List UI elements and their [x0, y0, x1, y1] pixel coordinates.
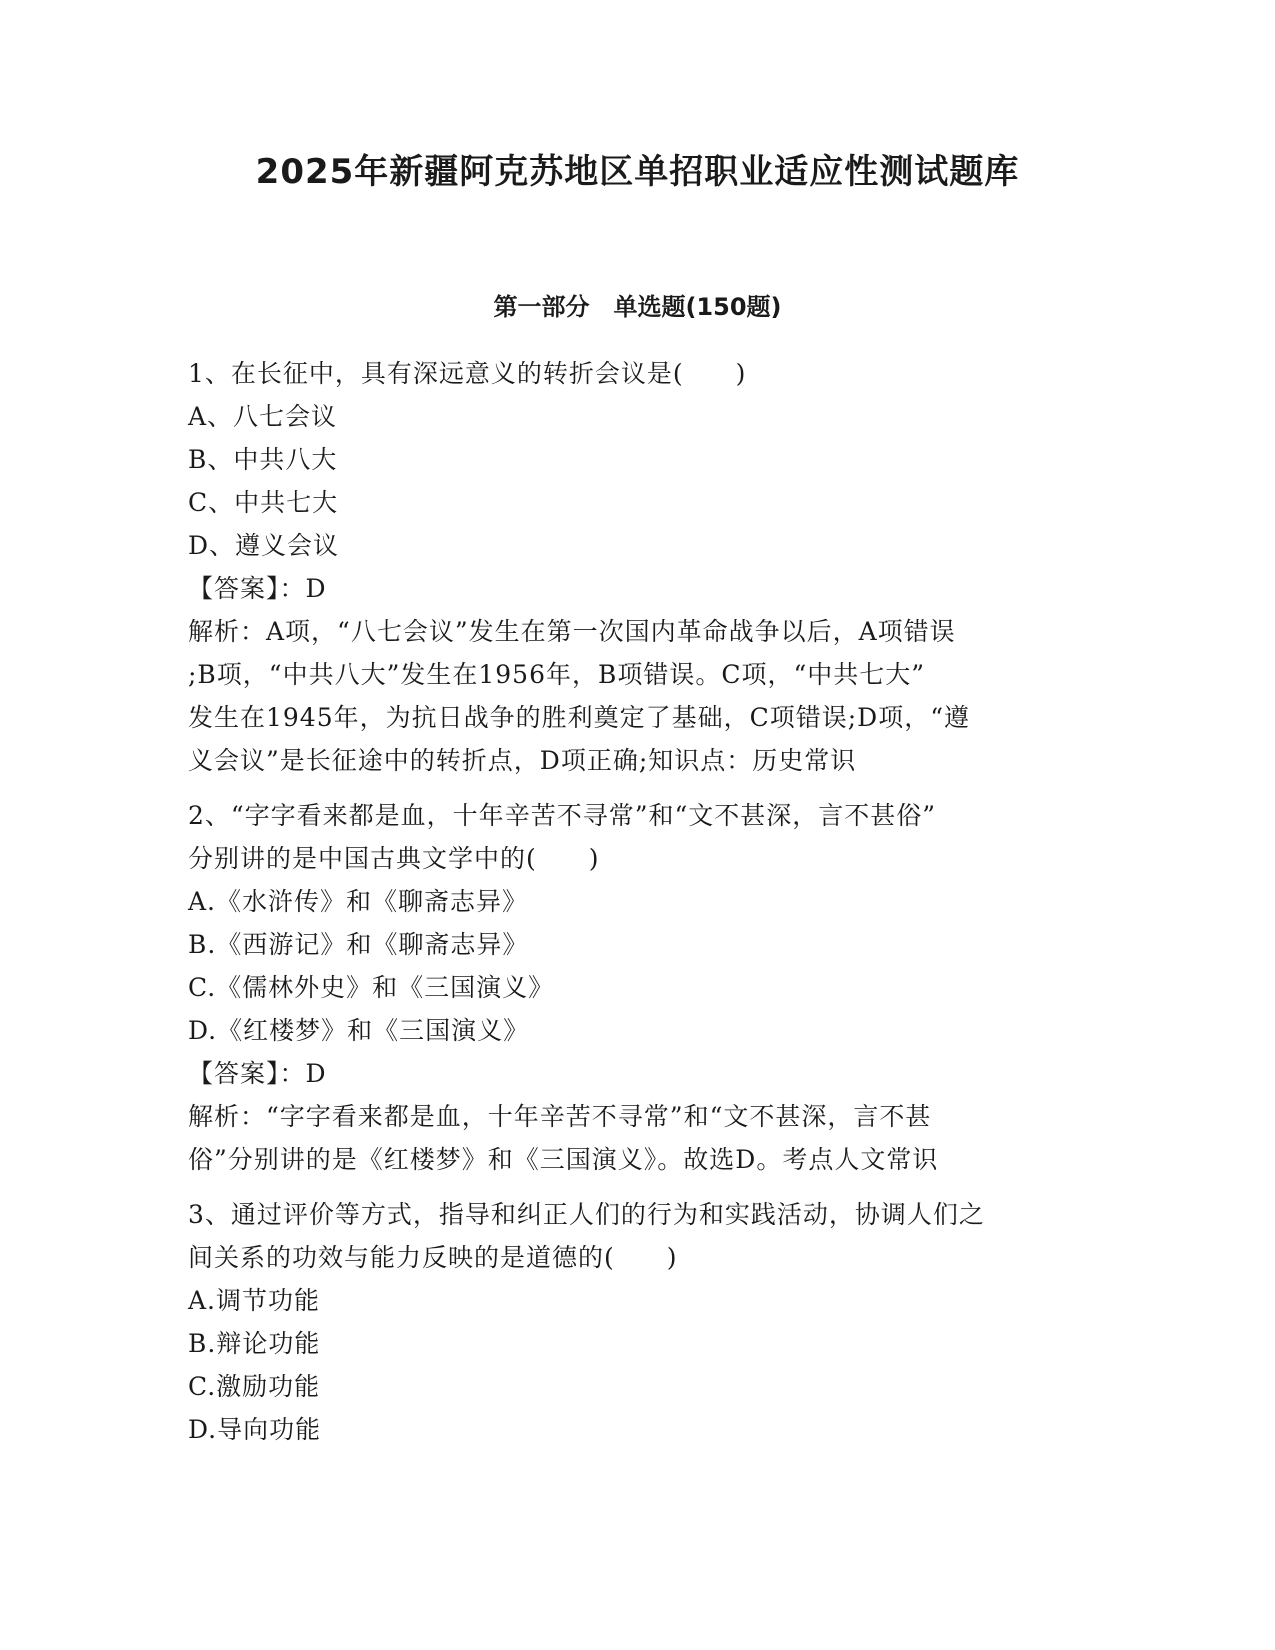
question-stem: 3、通过评价等方式，指导和纠正人们的行为和实践活动，协调人们之 — [188, 1200, 985, 1229]
option-d: D、遵义会议 — [188, 531, 340, 560]
option-c: C、中共七大 — [188, 488, 339, 517]
option-c: C.《儒林外史》和《三国演义》 — [188, 973, 555, 1002]
option-c: C.激励功能 — [188, 1372, 321, 1401]
answer-label: 【答案】：D — [188, 574, 327, 603]
question-stem: 分别讲的是中国古典文学中的( ) — [188, 844, 600, 873]
explanation-line: 解析：“字字看来都是血，十年辛苦不寻常”和“文不甚深，言不甚 — [188, 1102, 932, 1131]
option-d: D.《红楼梦》和《三国演义》 — [188, 1016, 530, 1045]
option-d: D.导向功能 — [188, 1415, 322, 1444]
option-a: A、八七会议 — [188, 402, 338, 431]
explanation-line: 发生在1945年，为抗日战争的胜利奠定了基础，C项错误;D项，“遵 — [188, 703, 971, 732]
explanation-line: 俗”分别讲的是《红楼梦》和《三国演义》。故选D。考点人文常识 — [188, 1145, 939, 1174]
explanation-line: 义会议”是长征途中的转折点，D项正确;知识点：历史常识 — [188, 746, 857, 775]
explanation-line: ;B项，“中共八大”发生在1956年，B项错误。C项，“中共七大” — [188, 660, 926, 689]
section-title: 第一部分 单选题(150题) — [493, 293, 782, 321]
option-a: A.《水浒传》和《聊斋志异》 — [188, 887, 529, 916]
explanation-line: 解析：A项，“八七会议”发生在第一次国内革命战争以后，A项错误 — [188, 617, 956, 646]
option-b: B、中共八大 — [188, 445, 338, 474]
page-title: 2025年新疆阿克苏地区单招职业适应性测试题库 — [255, 152, 1020, 192]
option-b: B.辩论功能 — [188, 1329, 321, 1358]
question-list — [188, 352, 1088, 1451]
option-b: B.《西游记》和《聊斋志异》 — [188, 930, 529, 959]
question-2 — [188, 794, 1088, 1181]
answer-label: 【答案】：D — [188, 1059, 327, 1088]
question-stem: 2、“字字看来都是血，十年辛苦不寻常”和“文不甚深，言不甚俗” — [188, 801, 937, 830]
question-1 — [188, 352, 1088, 782]
question-stem: 间关系的功效与能力反映的是道德的( ) — [188, 1243, 678, 1272]
question-stem: 1、在长征中，具有深远意义的转折会议是( ) — [188, 359, 747, 388]
option-a: A.调节功能 — [188, 1286, 321, 1315]
question-3 — [188, 1193, 1088, 1451]
